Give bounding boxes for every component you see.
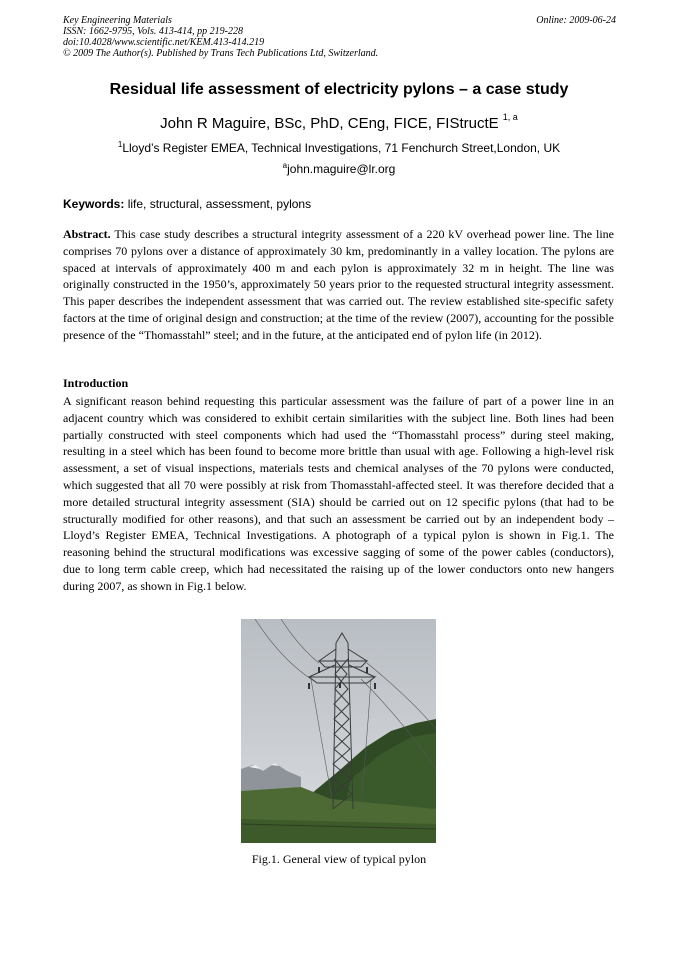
author-affil-marker: 1, a [502,112,518,122]
keywords-text: life, structural, assessment, pylons [127,197,312,211]
email-address[interactable]: john.maguire@lr.org [287,162,396,176]
email-marker: a [282,161,288,170]
doi-line[interactable]: doi:10.4028/www.scientific.net/KEM.413-414.219 [63,37,265,48]
email-line [0,161,678,176]
introduction-text: A significant reason behind requesting this particular assessment was the failure of part of a power line in an adjacent country which was considered to exhibit certain similarities with the subject line. Both lines had been partially constructed with steel components which had used the “Thomasstahl process” during steel making, resulting in a steel which has been found to become more brittle than usual with age. Following a high-level risk assessment, a set of visual inspections, materials tests and chemical analyses of the 70 pylons were conducted, which suggested that all 70 were possibly at risk from Thomasstahl-affected steel. It was therefore decided that a more detailed structural integrity assessment (SIA) should be carried out on 12 specific pylons (that had to be structurally modified for other reasons), and that such an assessment be carried out by an independent body – Lloyd’s Register EMEA, Technical Investigations. A photograph of a typical pylon is shown in Fig.1. The reasoning behind the structural modifications was excessive sagging of some of the power cables (conductors), due to long term cable creep, which had necessitated the raising up of the lower conductors onto new hangers during 2007, as shown in Fig.1 below. [63,394,614,593]
introduction-heading: Introduction [63,376,129,390]
figure-caption: Fig.1. General view of typical pylon [251,852,427,866]
online-date: Online: 2009-06-24 [536,15,616,26]
author-name: John R Maguire, BSc, PhD, CEng, FICE, FIStructE [160,115,499,132]
pylon-photo [241,619,436,843]
abstract-label: Abstract. [63,227,111,241]
affil-text: Lloyd’s Register EMEA, Technical Investigations, 71 Fenchurch Street,London, UK [122,141,561,155]
author-line [0,114,678,132]
paper-title: Residual life assessment of electricity pylons – a case study [109,81,569,98]
affiliation-line [0,140,678,155]
journal-header [63,15,616,59]
issn-line: ISSN: 1662-9795, Vols. 413-414, pp 219-228 [63,26,243,37]
journal-name: Key Engineering Materials [63,15,172,26]
abstract-text: This case study describes a structural integrity assessment of a 220 kV overhead power line. The line comprises 70 pylons over a distance of approximately 30 km, predominantly in a valley location. The pylons are spaced at intervals of approximately 400 m and each pylon is approximately 32 m in height. The line was originally constructed in the 1950’s, approximately 50 years prior to the requested structural integrity assessment. This paper describes the independent assessment that was carried out. The review established site-specific safety factors at the time of original design and construction; at the time of the review (2007), accounting for the possible presence of the “Thomasstahl” steel; and in the future, at the anticipated end of pylon life (in 2012). [63,227,614,342]
copyright-line: © 2009 The Author(s). Published by Trans Tech Publications Ltd, Switzerland. [63,48,379,59]
affil-marker: 1 [117,140,123,149]
keywords-label: Keywords: [63,197,125,211]
keywords [63,197,616,211]
abstract [63,226,614,344]
